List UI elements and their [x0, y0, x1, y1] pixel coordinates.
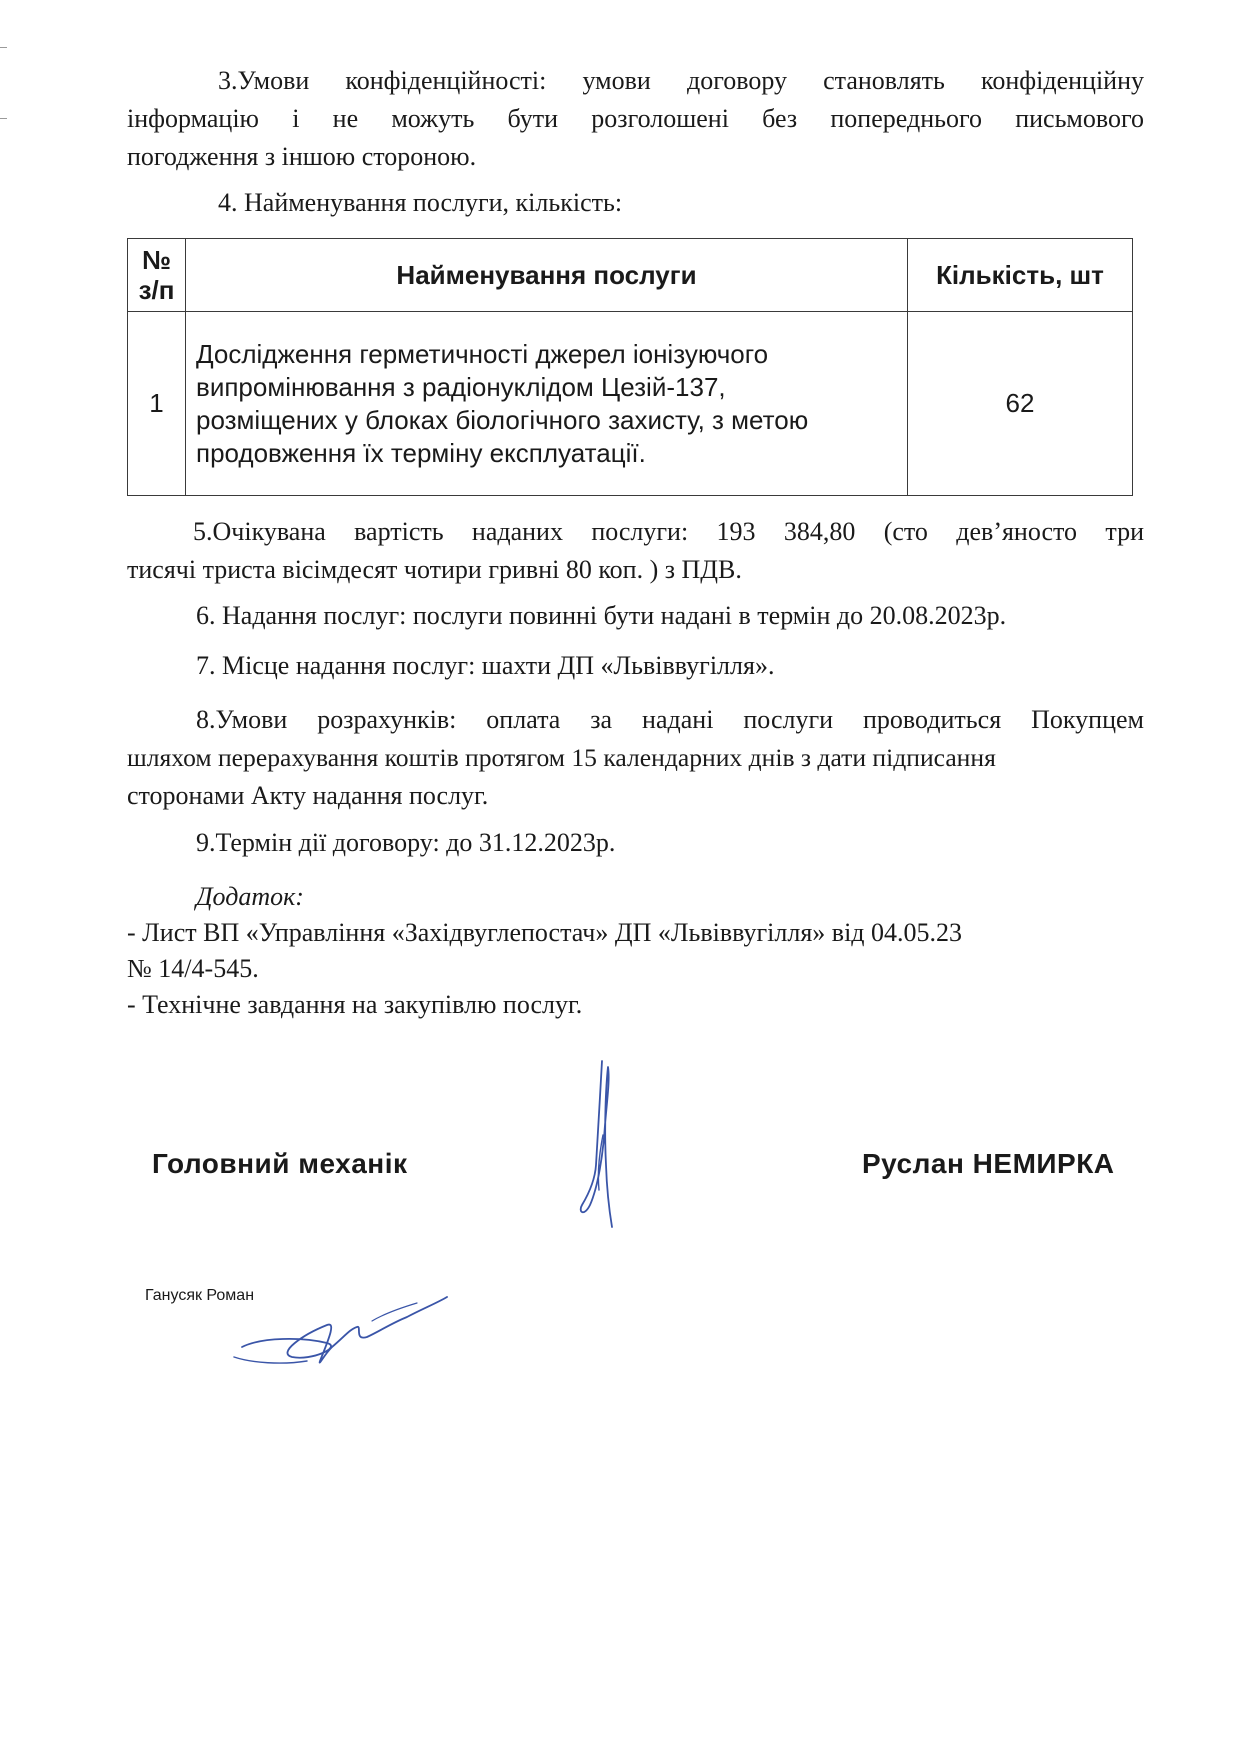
appendix-heading: Додаток:: [196, 882, 304, 911]
row-name-line: Дослідження герметичності джерел іонізуючого: [196, 338, 769, 369]
row-qty: 62: [908, 312, 1133, 496]
header-num: [128, 239, 186, 312]
row-name-line: продовження їх терміну експлуатації.: [196, 437, 646, 468]
clause6: 6. Надання послуг: послуги повинні бути надані в термін до 20.08.2023р.: [196, 601, 1007, 630]
handwritten-signature: [570, 1055, 630, 1230]
clause4-heading: 4. Найменування послуги, кількість:: [218, 188, 623, 217]
clause5-line1: 5.Очікувана вартість наданих послуги: 193 384,80 (сто дев’яносто три: [193, 517, 1144, 546]
appendix-item1-line2: № 14/4-545.: [127, 954, 259, 983]
table-row: [128, 312, 1133, 496]
clause7: 7. Місце надання послуг: шахти ДП «Львіввугілля».: [196, 651, 775, 680]
clause5-line2: тисячі триста вісімдесят чотири гривні 80 коп. ) з ПДВ.: [127, 555, 742, 584]
header-num-abbr: з/п: [138, 275, 175, 305]
clause8-line1: 8.Умови розрахунків: оплата за надані послуги проводиться Покупцем: [196, 705, 1144, 734]
header-num-symbol: №: [142, 245, 171, 275]
services-table: [127, 238, 1133, 496]
row-name: [186, 312, 908, 496]
row-name-line: випромінювання з радіонуклідом Цезій-137,: [196, 371, 726, 402]
table-header-row: [128, 239, 1133, 312]
row-num: 1: [128, 312, 186, 496]
clause3-line3: погодження з іншою стороною.: [127, 142, 477, 171]
clause8-line3: сторонами Акту надання послуг.: [127, 781, 489, 810]
signer-position: Головний механік: [152, 1148, 408, 1179]
clause8-line2: шляхом перерахування коштів протягом 15 календарних днів з дати підписання: [127, 743, 996, 772]
appendix-item2: - Технічне завдання на закупівлю послуг.: [127, 990, 583, 1019]
scan-mark: [0, 118, 7, 119]
executor-signature: [232, 1285, 452, 1375]
appendix-item1-line1: - Лист ВП «Управління «Західвуглепостач» ДП «Львіввугілля» від 04.05.23: [127, 918, 963, 947]
scan-mark: [0, 47, 7, 48]
header-qty: Кількість, шт: [908, 239, 1133, 312]
clause9: 9.Термін дії договору: до 31.12.2023р.: [196, 828, 616, 857]
clause3-line1: 3.Умови конфіденційності: умови договору становлять конфіденційну: [218, 66, 1144, 95]
executor-name: Ганусяк Роман: [145, 1287, 255, 1304]
header-name: Найменування послуги: [186, 239, 908, 312]
signer-name: Руслан НЕМИРКА: [862, 1148, 1115, 1179]
clause3-line2: інформацію і не можуть бути розголошені без попереднього письмового: [127, 104, 1144, 133]
row-name-line: розміщених у блоках біологічного захисту, з метою: [196, 404, 809, 435]
